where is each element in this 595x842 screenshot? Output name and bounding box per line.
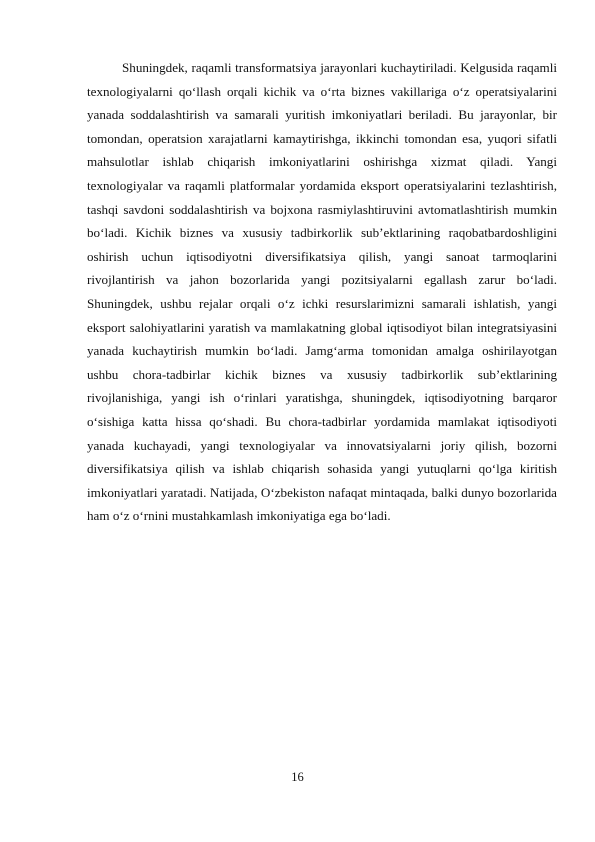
page-number: 16 <box>291 770 304 784</box>
body-paragraph: Shuningdek, raqamli transformatsiya jarayonlari kuchaytiriladi. Kelgusida raqamli texnologiyalarni qo‘llash orqali kichik va o‘rta biznes vakillariga o‘z operatsiyalarini yanada soddalashtirish va samarali yuritish imkoniyatlari beriladi. Bu jarayonlar, bir tomondan, operatsion xarajatlarni kamaytirishga, ikkinchi tomondan esa, yuqori sifatli mahsulotlar ishlab chiqarish imkoniyatlarini oshirishga xizmat qiladi. Yangi texnologiyalar va raqamli platformalar yordamida eksport operatsiyalarini tezlashtirish, tashqi savdoni soddalashtirish va bojxona rasmiylashtiruvini avtomatlashtirish mumkin bo‘ladi. Kichik biznes va xususiy tadbirkorlik sub’ektlarining raqobatbardoshligini oshirish uchun iqtisodiyotni diversifikatsiya qilish, yangi sanoat tarmoqlarini rivojlantirish va jahon bozorlarida yangi pozitsiyalarni egallash zarur bo‘ladi. Shuningdek, ushbu rejalar orqali o‘z ichki resurslarimizni samarali ishlatish, yangi eksport salohiyatlarini yaratish va mamlakatning global iqtisodiyot bilan integratsiyasini yanada kuchaytirish mumkin bo‘ladi. Jamg‘arma tomonidan amalga oshirilayotgan ushbu chora-tadbirlar kichik biznes va xususiy tadbirkorlik sub’ektlarining rivojlanishiga, yangi ish o‘rinlari yaratishga, shuningdek, iqtisodiyotning barqaror o‘sishiga katta hissa qo‘shadi. Bu chora-tadbirlar yordamida mamlakat iqtisodiyoti yanada kuchayadi, yangi texnologiyalar va innovatsiyalarni joriy qilish, bozorni diversifikatsiya qilish va ishlab chiqarish sohasida yangi yutuqlarni qo‘lga kiritish imkoniyatlari yaratadi. Natijada, O‘zbekiston nafaqat mintaqada, balki dunyo bozorlarida ham o‘z o‘rnini mustahkamlash imkoniyatiga ega bo‘ladi. <box>87 60 557 524</box>
